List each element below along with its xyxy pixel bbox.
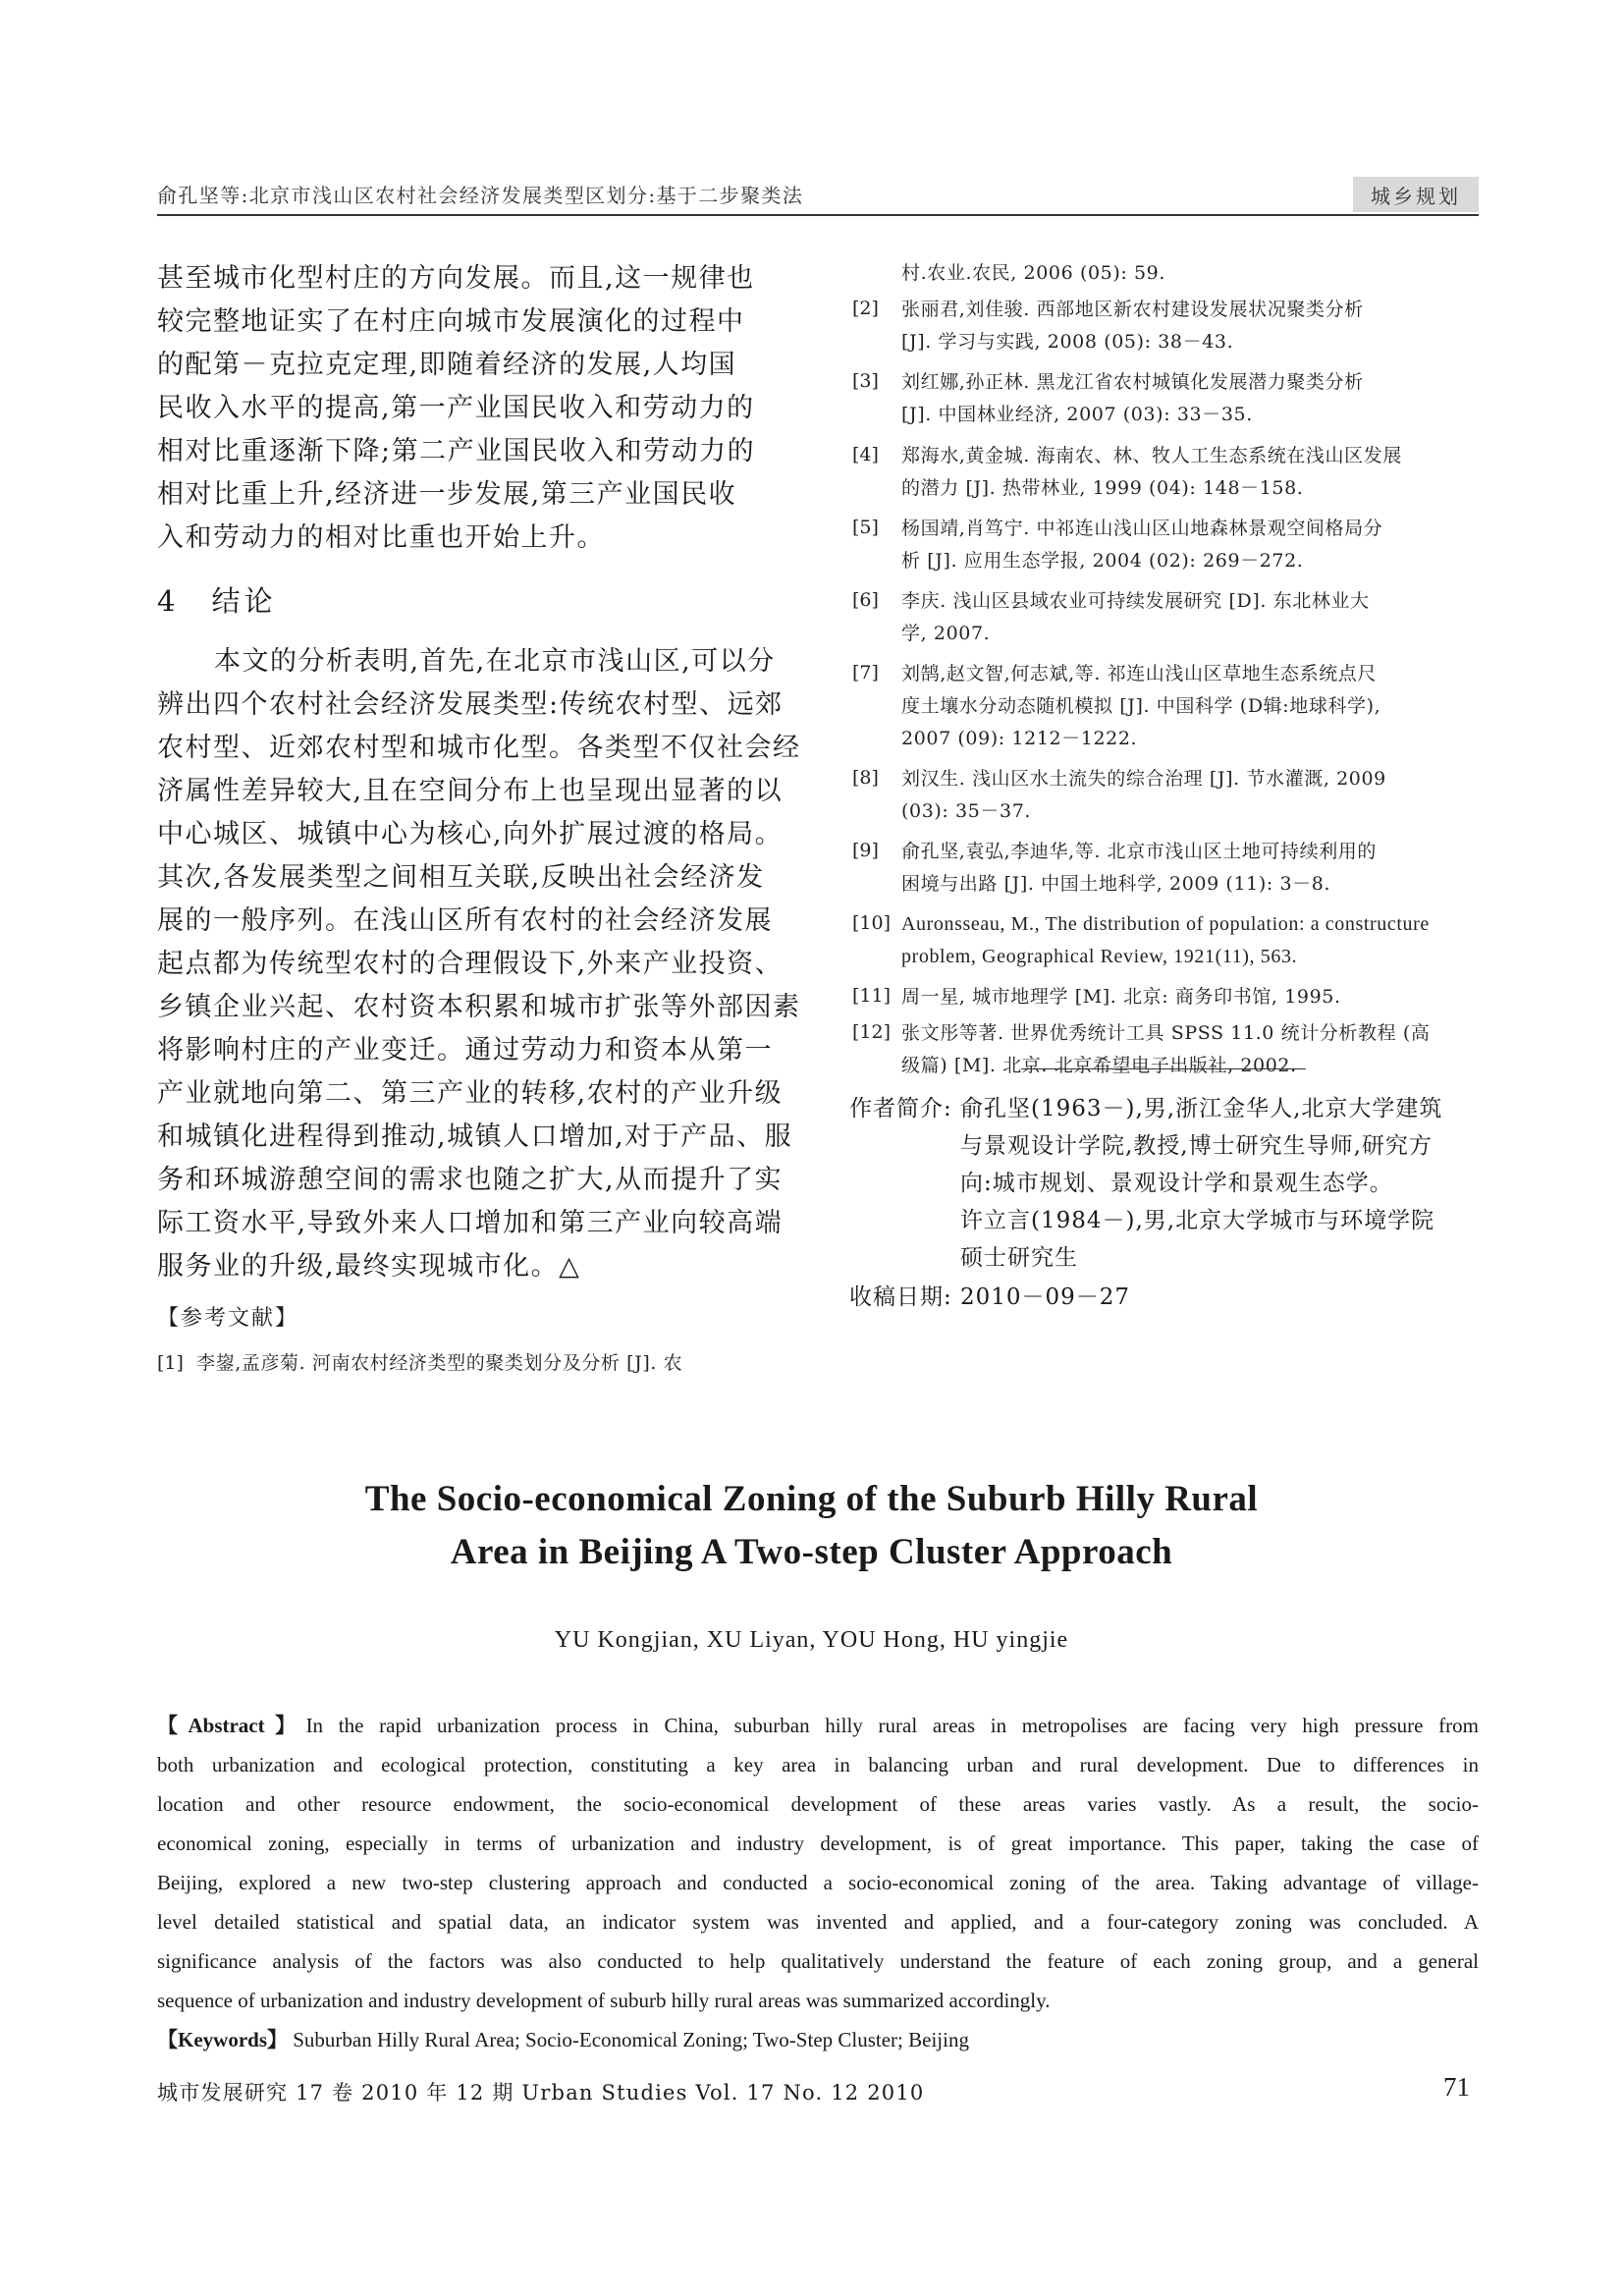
body-line: 本文的分析表明,首先,在北京市浅山区,可以分 [214,646,776,677]
section-heading: 4 结论 [157,584,277,618]
reference-number: [6] [852,589,879,611]
body-line: 展的一般序列。在浅山区所有农村的社会经济发展 [157,905,773,936]
body-line: 将影响村庄的产业变迁。通过劳动力和资本从第一 [157,1035,773,1066]
body-line: 中心城区、城镇中心为核心,向外扩展过渡的格局。 [157,819,784,849]
reference-number: [11] [852,985,892,1007]
reference-text: [J]. 学习与实践, 2008 (05): 38－43. [901,331,1234,353]
abstract-line: economical zoning, especially in terms of urbanization and industry development, is of great importance. This paper, taking the case of [157,1831,1479,1855]
body-line: 辨出四个农村社会经济发展类型:传统农村型、远郊 [157,689,784,720]
received-date: 2010－09－27 [960,1285,1131,1310]
reference-number: [5] [852,517,879,538]
reference-text: 张文彤等著. 世界优秀统计工具 SPSS 11.0 统计分析教程 (高 [901,1022,1431,1044]
reference-number: [4] [852,444,879,465]
reference-text: 村.农业.农民, 2006 (05): 59. [901,262,1166,284]
abstract-label: 【Abstract】 [157,1714,306,1737]
body-line: 和城镇化进程得到推动,城镇人口增加,对于产品、服 [157,1121,793,1152]
author-intro-line: 硕士研究生 [960,1245,1078,1271]
reference-number: [1] [157,1352,184,1374]
author-intro-label: 作者简介: [849,1096,952,1121]
abstract-text: In the rapid urbanization process in China, suburban hilly rural areas in metropolises are facing very high pressure from [305,1714,1479,1737]
page-number: 71 [1443,2072,1470,2102]
reference-number: [9] [852,840,879,861]
section-tag: 城乡规划 [1353,177,1479,212]
body-line: 起点都为传统型农村的合理假设下,外来产业投资、 [157,949,784,979]
english-authors: YU Kongjian, XU Liyan, YOU Hong, HU yingjie [554,1627,1069,1653]
abstract-line: both urbanization and ecological protection, constituting a key area in balancing urban and rural development. Due to differences in [157,1753,1479,1777]
abstract-line: Beijing, explored a new two-step clustering approach and conducted a socio-economical zoning of the area. Taking advantage of village- [157,1871,1479,1894]
references-heading: 【参考文献】 [157,1306,299,1331]
body-line: 济属性差异较大,且在空间分布上也呈现出显著的以 [157,776,784,806]
keywords-text: Suburban Hilly Rural Area; Socio-Economical Zoning; Two-Step Cluster; Beijing [288,2028,969,2051]
header-rule [157,214,1479,216]
body-line: 际工资水平,导致外来人口增加和第三产业向较高端 [157,1208,784,1238]
reference-text: 郑海水,黄金城. 海南农、林、牧人工生态系统在浅山区发展 [901,445,1402,466]
abstract-line: sequence of urbanization and industry development of suburb hilly rural areas was summarized accordingly. [157,1989,1051,2012]
references-divider [1021,1068,1306,1069]
abstract-line: level detailed statistical and spatial data, an indicator system was invented and applied, and a four-category zoning was concluded. A [157,1910,1479,1934]
body-line: 甚至城市化型村庄的方向发展。而且,这一规律也 [157,263,755,294]
journal-footer: 城市发展研究 17 卷 2010 年 12 期 Urban Studies Vol. 17 No. 12 2010 [157,2081,925,2105]
running-title: 俞孔坚等:北京市浅山区农村社会经济发展类型区划分:基于二步聚类法 [157,184,804,207]
reference-text: 俞孔坚,袁弘,李迪华,等. 北京市浅山区土地可持续利用的 [901,841,1377,862]
body-line: 较完整地证实了在村庄向城市发展演化的过程中 [157,306,745,337]
body-line: 农村型、近郊农村型和城市化型。各类型不仅社会经 [157,733,801,763]
author-intro-line: 许立言(1984－),男,北京大学城市与环境学院 [960,1208,1435,1233]
reference-number: [10] [852,912,892,934]
received-date-label: 收稿日期: [849,1285,952,1310]
reference-text: 学, 2007. [901,623,991,644]
body-line: 相对比重逐渐下降;第二产业国民收入和劳动力的 [157,436,756,466]
keywords-label: 【Keywords】 [157,2028,288,2051]
reference-text: 的潜力 [J]. 热带林业, 1999 (04): 148－158. [901,477,1304,499]
body-line: 其次,各发展类型之间相互关联,反映出社会经济发 [157,862,765,893]
reference-text: 度土壤水分动态随机模拟 [J]. 中国科学 (D辑:地球科学), [901,695,1381,717]
reference-text: 困境与出路 [J]. 中国土地科学, 2009 (11): 3－8. [901,873,1331,895]
reference-text: 周一星, 城市地理学 [M]. 北京: 商务印书馆, 1995. [901,986,1341,1008]
reference-text: 杨国靖,肖笃宁. 中祁连山浅山区山地森林景观空间格局分 [901,518,1383,539]
abstract-line [157,1706,1479,1745]
body-line: 相对比重上升,经济进一步发展,第三产业国民收 [157,479,737,510]
author-intro-line: 俞孔坚(1963－),男,浙江金华人,北京大学建筑 [960,1096,1443,1121]
reference-text: Auronsseau, M., The distribution of population: a constructure [901,913,1430,935]
reference-number: [8] [852,767,879,789]
reference-text: 刘红娜,孙正林. 黑龙江省农村城镇化发展潜力聚类分析 [901,371,1364,393]
reference-text: 李鋆,孟彦菊. 河南农村经济类型的聚类划分及分析 [J]. 农 [196,1352,683,1374]
english-title-line: The Socio-economical Zoning of the Suburb Hilly Rural [364,1479,1259,1519]
reference-text: (03): 35－37. [901,800,1032,822]
english-title-line: Area in Beijing A Two-step Cluster Approach [450,1532,1173,1572]
abstract-line: significance analysis of the factors was also conducted to help qualitatively understand the feature of each zoning group, and a general [157,1949,1479,1973]
body-line: 民收入水平的提高,第一产业国民收入和劳动力的 [157,393,755,423]
body-line: 乡镇企业兴起、农村资本积累和城市扩张等外部因素 [157,992,801,1022]
reference-text: 刘鹄,赵文智,何志斌,等. 祁连山浅山区草地生态系统点尺 [901,663,1377,684]
keywords-line [157,2020,1479,2059]
reference-text: 李庆. 浅山区县域农业可持续发展研究 [D]. 东北林业大 [901,590,1370,612]
author-intro-line: 与景观设计学院,教授,博士研究生导师,研究方 [960,1133,1433,1159]
body-line: 的配第－克拉克定理,即随着经济的发展,人均国 [157,350,737,380]
reference-number: [2] [852,298,879,319]
reference-number: [12] [852,1021,892,1043]
author-intro-line: 向:城市规划、景观设计学和景观生态学。 [960,1171,1393,1196]
reference-text: problem, Geographical Review, 1921(11), 563. [901,946,1298,967]
reference-text: 2007 (09): 1212－1222. [901,728,1138,749]
reference-number: [7] [852,662,879,683]
reference-text: 析 [J]. 应用生态学报, 2004 (02): 269－272. [901,550,1304,572]
reference-number: [3] [852,370,879,392]
body-line: 务和环城游憩空间的需求也随之扩大,从而提升了实 [157,1165,784,1195]
abstract-line: location and other resource endowment, the socio-economical development of these areas varies vastly. As a result, the socio- [157,1792,1479,1816]
reference-text: 刘汉生. 浅山区水土流失的综合治理 [J]. 节水灌溉, 2009 [901,768,1386,790]
reference-text: 级篇) [M]. 北京. 北京希望电子出版社, 2002. [901,1055,1297,1076]
body-line: 产业就地向第二、第三产业的转移,农村的产业升级 [157,1078,784,1109]
body-line: 服务业的升级,最终实现城市化。△ [157,1251,581,1282]
reference-text: [J]. 中国林业经济, 2007 (03): 33－35. [901,404,1253,425]
body-line: 入和劳动力的相对比重也开始上升。 [157,522,605,553]
reference-text: 张丽君,刘佳骏. 西部地区新农村建设发展状况聚类分析 [901,299,1364,320]
